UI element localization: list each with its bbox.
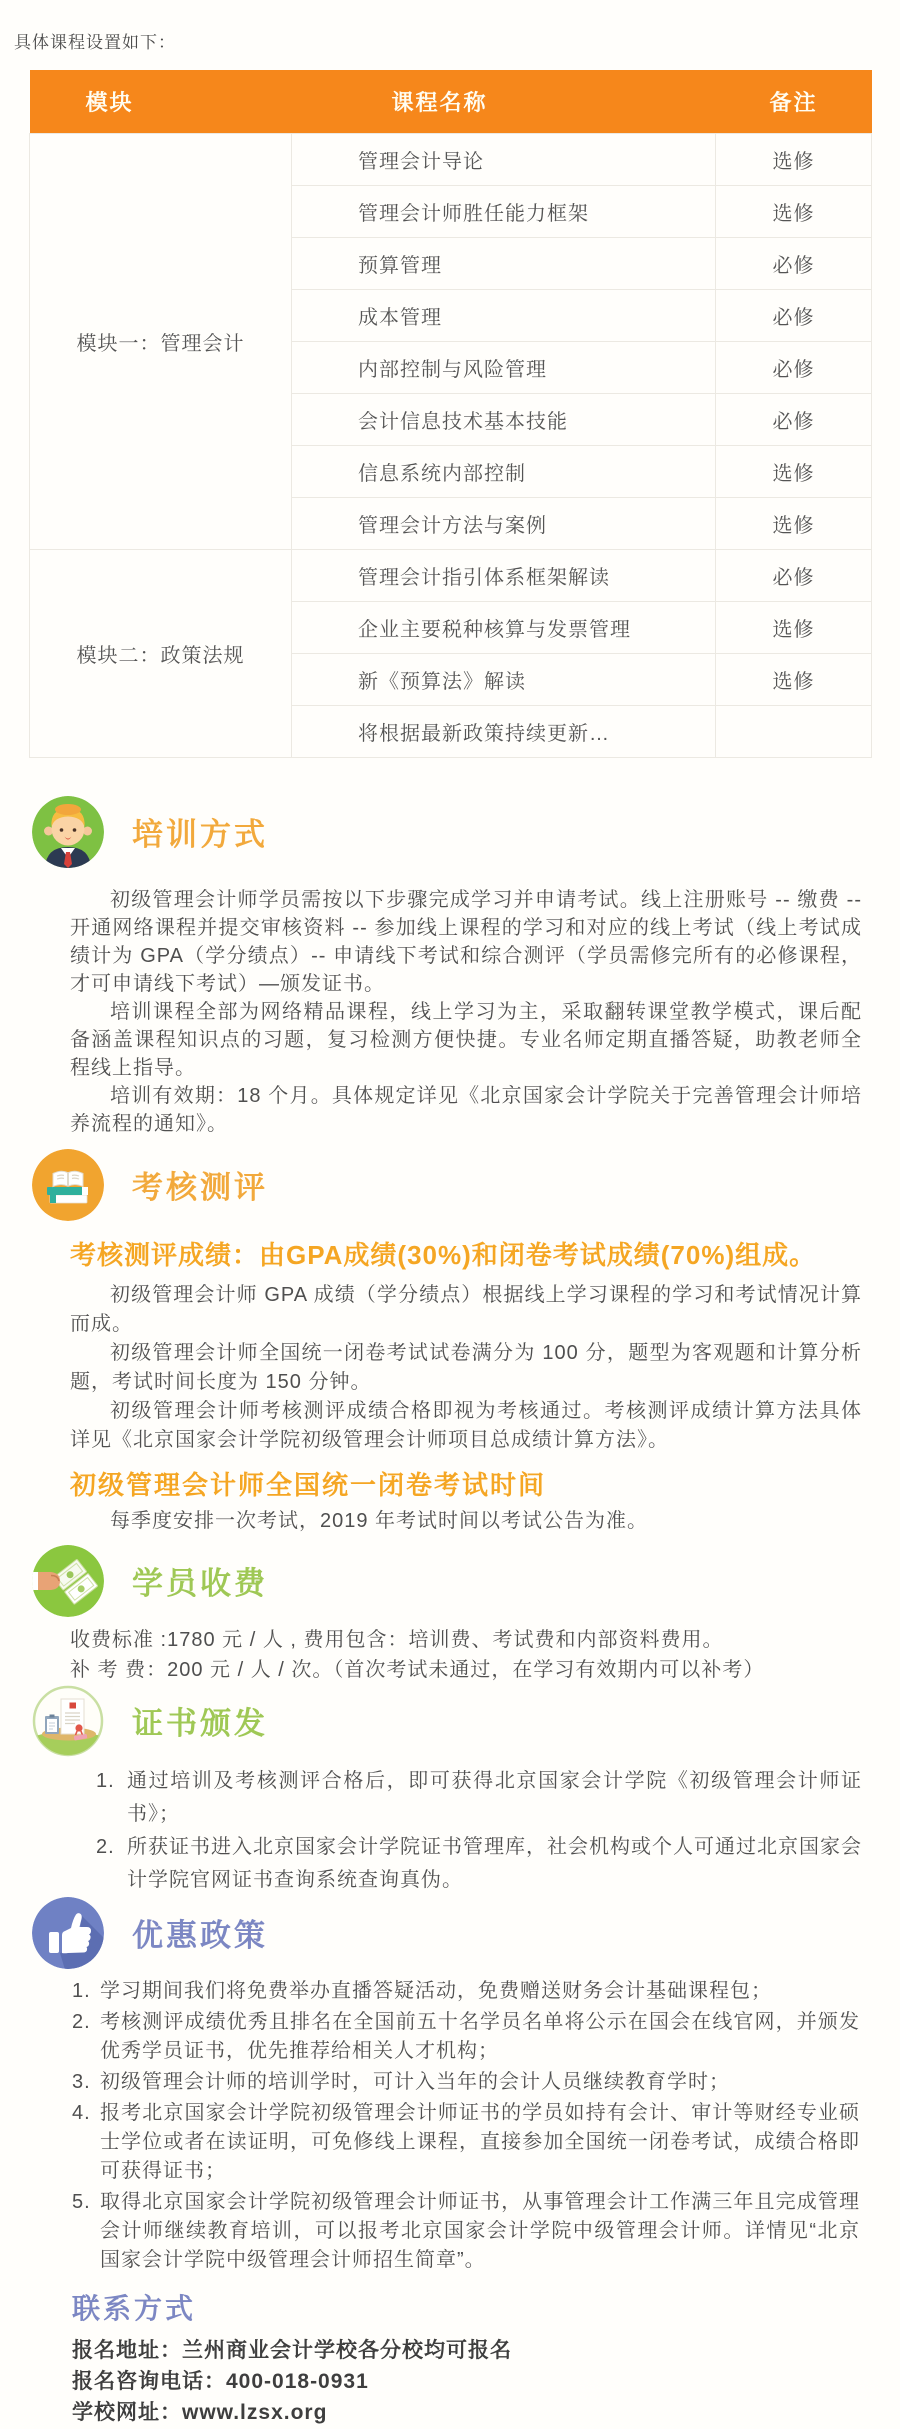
course-cell: 管理会计师胜任能力框架 [292,185,716,237]
contact-website: 学校网址：www.lzsx.org [72,2400,328,2424]
note-cell: 必修 [716,341,872,393]
fees-lines [70,1625,862,1685]
list-item: 初级管理会计师的培训学时，可计入当年的会计人员继续教育学时； [100,2070,730,2093]
module-1-cell: 模块一：管理会计 [30,133,292,549]
course-cell: 将根据最新政策持续更新… [292,705,716,757]
list-item: 通过培训及考核测评合格后，即可获得北京国家会计学院《初级管理会计师证书》； [127,1769,862,1825]
paragraph: 初级管理会计师考核测评成绩合格即视为考核通过。考核测评成绩计算方法具体详见《北京国家会计学院初级管理会计师项目总成绩计算方法》。 [70,1399,862,1451]
books-stack-icon [32,1149,104,1221]
section-title-assessment: 考核测评 [132,1170,268,1205]
paragraph: 培训有效期：18 个月。具体规定详见《北京国家会计学院关于完善管理会计师培养流程的通知》。 [70,1084,862,1135]
training-paragraphs [70,886,862,1138]
note-cell [716,705,872,757]
col-header-course: 课程名称 [292,70,716,133]
note-cell: 选修 [716,653,872,705]
paragraph: 培训课程全部为网络精品课程，线上学习为主，采取翻转课堂教学模式，课后配备涵盖课程知识点的习题，复习检测方便快捷。专业名师定期直播答疑，助教老师全程线上指导。 [70,1000,862,1079]
paragraph: 初级管理会计师学员需按以下步骤完成学习并申请考试。线上注册账号 -- 缴费 -- 开通网络课程并提交审核资料 -- 参加线上课程的学习和对应的线上考试（线上考试成绩计为 GPA（学分绩点）-- 申请线下考试和综合测评（学员需修完所有的必修课程，才可申请线下考试）—颁发证书。 [70,888,862,995]
contact-lines [72,2335,900,2428]
section-fees [0,1545,900,1685]
exam-time-subheading: 初级管理会计师全国统一闭卷考试时间 [70,1469,547,1500]
note-cell: 选修 [716,133,872,185]
note-cell: 必修 [716,393,872,445]
contact-address: 报名地址：兰州商业会计学校各分校均可报名 [72,2338,512,2362]
list-item: 取得北京国家会计学院初级管理会计师证书，从事管理会计工作满三年且完成管理会计师继续教育培训，可以报考北京国家会计学院中级管理会计师。详情见“北京国家会计学院中级管理会计师招生简章”。 [100,2190,860,2271]
section-assessment [0,1149,900,1535]
note-cell: 选修 [716,497,872,549]
section-title-certificate: 证书颁发 [132,1706,268,1741]
course-cell: 管理会计方法与案例 [292,497,716,549]
table-header-row [30,70,872,133]
list-item: 所获证书进入北京国家会计学院证书管理库，社会机构或个人可通过北京国家会计学院官网证书查询系统查询真伪。 [127,1835,862,1891]
exam-time-text: 每季度安排一次考试，2019 年考试时间以考试公告为准。 [110,1509,649,1532]
hand-money-icon [32,1545,104,1617]
intro-text: 具体课程设置如下： [14,33,176,52]
section-certificate [0,1685,900,1897]
col-header-note: 备注 [716,70,872,133]
trainer-avatar-icon [32,796,104,868]
paragraph: 初级管理会计师全国统一闭卷考试试卷满分为 100 分，题型为客观题和计算分析题，考试时间长度为 150 分钟。 [70,1341,862,1393]
certificate-list [70,1765,862,1897]
note-cell: 必修 [716,237,872,289]
course-cell: 会计信息技术基本技能 [292,393,716,445]
certificate-seal-icon [32,1685,104,1757]
list-item: 考核测评成绩优秀且排名在全国前五十名学员名单将公示在国会在线官网，并颁发优秀学员证书，优先推荐给相关人才机构； [100,2010,860,2062]
list-item: 学习期间我们将免费举办直播答疑活动，免费赠送财务会计基础课程包； [100,1979,772,2002]
course-cell: 管理会计导论 [292,133,716,185]
note-cell: 选修 [716,445,872,497]
contact-title: 联系方式 [72,2292,197,2324]
course-cell: 成本管理 [292,289,716,341]
fee-standard-line: 收费标准 :1780 元 / 人 , 费用包含：培训费、考试费和内部资料费用。 [70,1628,724,1651]
course-cell: 管理会计指引体系框架解读 [292,549,716,601]
note-cell: 必修 [716,289,872,341]
assessment-paragraphs [70,1281,862,1455]
course-cell: 企业主要税种核算与发票管理 [292,601,716,653]
course-cell: 信息系统内部控制 [292,445,716,497]
table-row [30,549,872,601]
note-cell: 必修 [716,549,872,601]
section-training [0,796,900,1138]
course-table [29,70,872,758]
section-contact [0,2287,900,2428]
assessment-callout: 考核测评成绩：由GPA成绩(30%)和闭卷考试成绩(70%)组成。 [70,1239,817,1270]
contact-phone: 报名咨询电话：400-018-0931 [72,2369,369,2393]
section-benefits [0,1897,900,2275]
note-cell: 选修 [716,601,872,653]
section-title-fees: 学员收费 [132,1566,268,1601]
section-title-benefits: 优惠政策 [132,1918,268,1953]
col-header-module: 模块 [30,70,292,133]
section-title-training: 培训方式 [132,817,268,852]
retake-fee-line: 补 考 费：200 元 / 人 / 次。（首次考试未通过，在学习有效期内可以补考） [70,1658,765,1681]
course-cell: 内部控制与风险管理 [292,341,716,393]
module-2-cell: 模块二：政策法规 [30,549,292,757]
benefits-list [72,1977,860,2275]
thumbs-up-icon [32,1897,104,1969]
paragraph: 初级管理会计师 GPA 成绩（学分绩点）根据线上学习课程的学习和考试情况计算而成。 [70,1283,862,1335]
note-cell: 选修 [716,185,872,237]
list-item: 报考北京国家会计学院初级管理会计师证书的学员如持有会计、审计等财经专业硕士学位或者在读证明，可免修线上课程，直接参加全国统一闭卷考试，成绩合格即可获得证书； [100,2101,860,2182]
table-row [30,133,872,185]
course-cell: 新《预算法》解读 [292,653,716,705]
course-cell: 预算管理 [292,237,716,289]
